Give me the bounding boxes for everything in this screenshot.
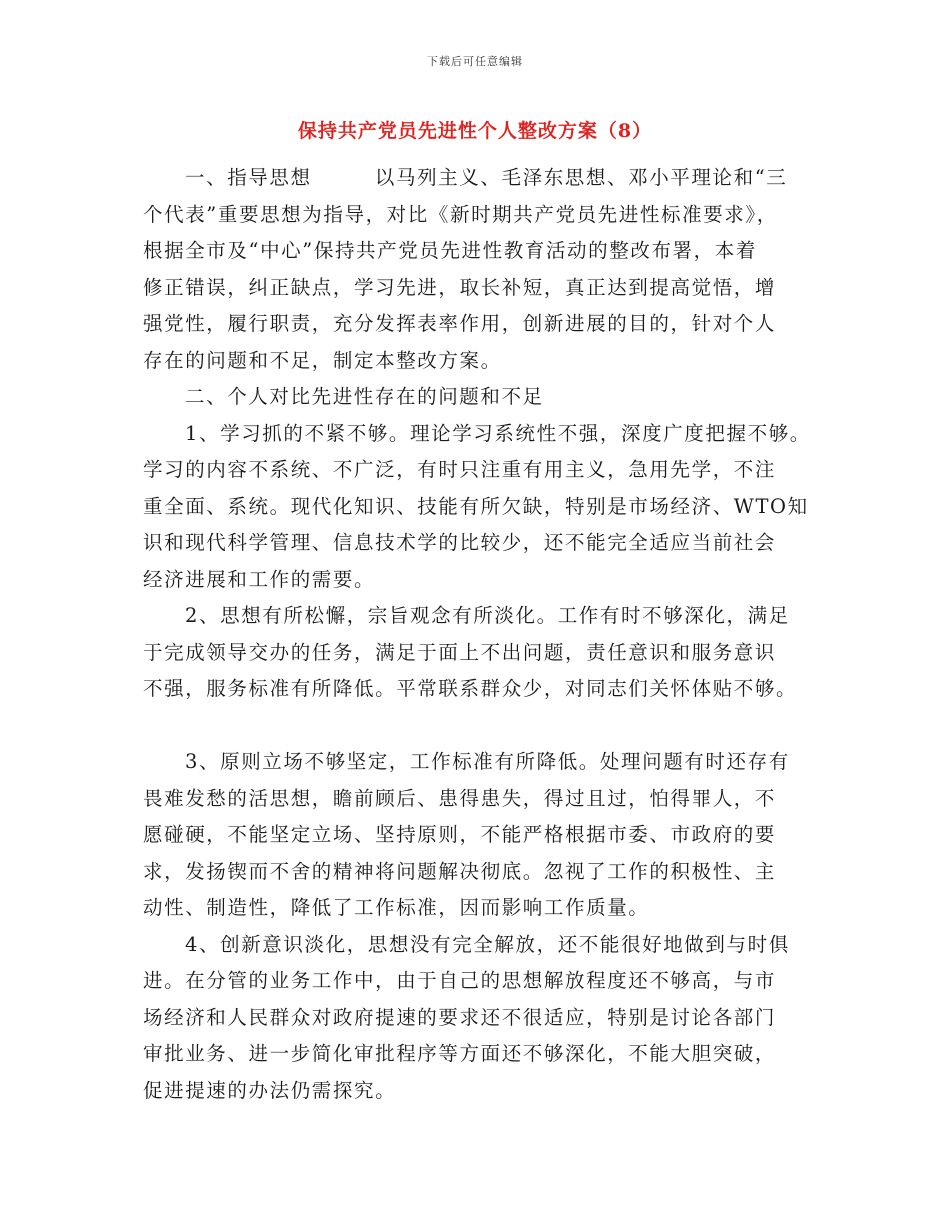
body-line: 进。在分管的业务工作中，由于自己的思想解放程度还不够高，与市 bbox=[143, 969, 777, 992]
body-line: 个代表”重要思想为指导，对比《新时期共产党员先进性标准要求》， bbox=[143, 202, 778, 226]
body-line: 根据全市及“中心”保持共产党员先进性教育活动的整改布署，本着 bbox=[143, 239, 757, 262]
body-line: 于完成领导交办的任务，满足于面上不出问题，责任意识和服务意识 bbox=[143, 640, 777, 664]
body-line: 审批业务、进一步简化审批程序等方面还不够深化，不能大胆突破， bbox=[143, 1042, 777, 1065]
body-line: 修正错误，纠正缺点，学习先进，取长补短，真正达到提高觉悟，增 bbox=[143, 275, 777, 299]
body-line: 不强，服务标准有所降低。平常联系群众少，对同志们关怀体贴不够。 bbox=[143, 677, 798, 700]
body-line: 重全面、系统。现代化知识、技能有所欠缺，特别是市场经济、WTO知 bbox=[143, 494, 809, 518]
body-line: 愿碰硬，不能坚定立场、坚持原则，不能严格根据市委、市政府的要 bbox=[143, 823, 777, 846]
body-line: 识和现代科学管理、信息技术学的比较少，还不能完全适应当前社会 bbox=[143, 531, 777, 554]
body-line: 强党性，履行职责，充分发挥表率作用，创新进展的目的，针对个人 bbox=[143, 312, 777, 335]
body-line: 经济进展和工作的需要。 bbox=[143, 567, 376, 591]
body-line: 促进提速的办法仍需探究。 bbox=[143, 1078, 397, 1102]
section-2-heading: 二、个人对比先进性存在的问题和不足 bbox=[185, 385, 544, 408]
item-3-first-line: 3、原则立场不够坚定，工作标准有所降低。处理问题有时还存有 bbox=[185, 750, 790, 773]
item-1-first-line: 1、学习抓的不紧不够。理论学习系统性不强，深度广度把握不够。 bbox=[185, 421, 811, 445]
body-line: 畏难发愁的活思想，瞻前顾后、患得患失，得过且过，怕得罪人，不 bbox=[143, 786, 777, 810]
paragraph-gap bbox=[143, 708, 843, 745]
body-line: 场经济和人民群众对政府提速的要求还不很适应，特别是讨论各部门 bbox=[143, 1005, 777, 1029]
item-4-first-line: 4、创新意识淡化，思想没有完全解放，还不能很好地做到与时俱 bbox=[185, 932, 790, 956]
body-line: 求，发扬锲而不舍的精神将问题解决彻底。忽视了工作的积极性、主 bbox=[143, 859, 777, 883]
body-line: 学习的内容不系统、不广泛，有时只注重有用主义，急用先学，不注 bbox=[143, 458, 777, 481]
header-note: 下载后可任意编辑 bbox=[427, 55, 523, 68]
section-1-heading-line: 一、指导思想 以马列主义、毛泽东思想、邓小平理论和“三 bbox=[185, 166, 788, 189]
item-2-first-line: 2、思想有所松懈，宗旨观念有所淡化。工作有时不够深化，满足 bbox=[185, 604, 790, 627]
document-title: 保持共产党员先进性个人整改方案（8） bbox=[297, 120, 653, 142]
body-line: 存在的问题和不足，制定本整改方案。 bbox=[143, 348, 502, 372]
body-line: 动性、制造性，降低了工作标准，因而影响工作质量。 bbox=[143, 896, 650, 919]
document-body bbox=[143, 160, 843, 1109]
